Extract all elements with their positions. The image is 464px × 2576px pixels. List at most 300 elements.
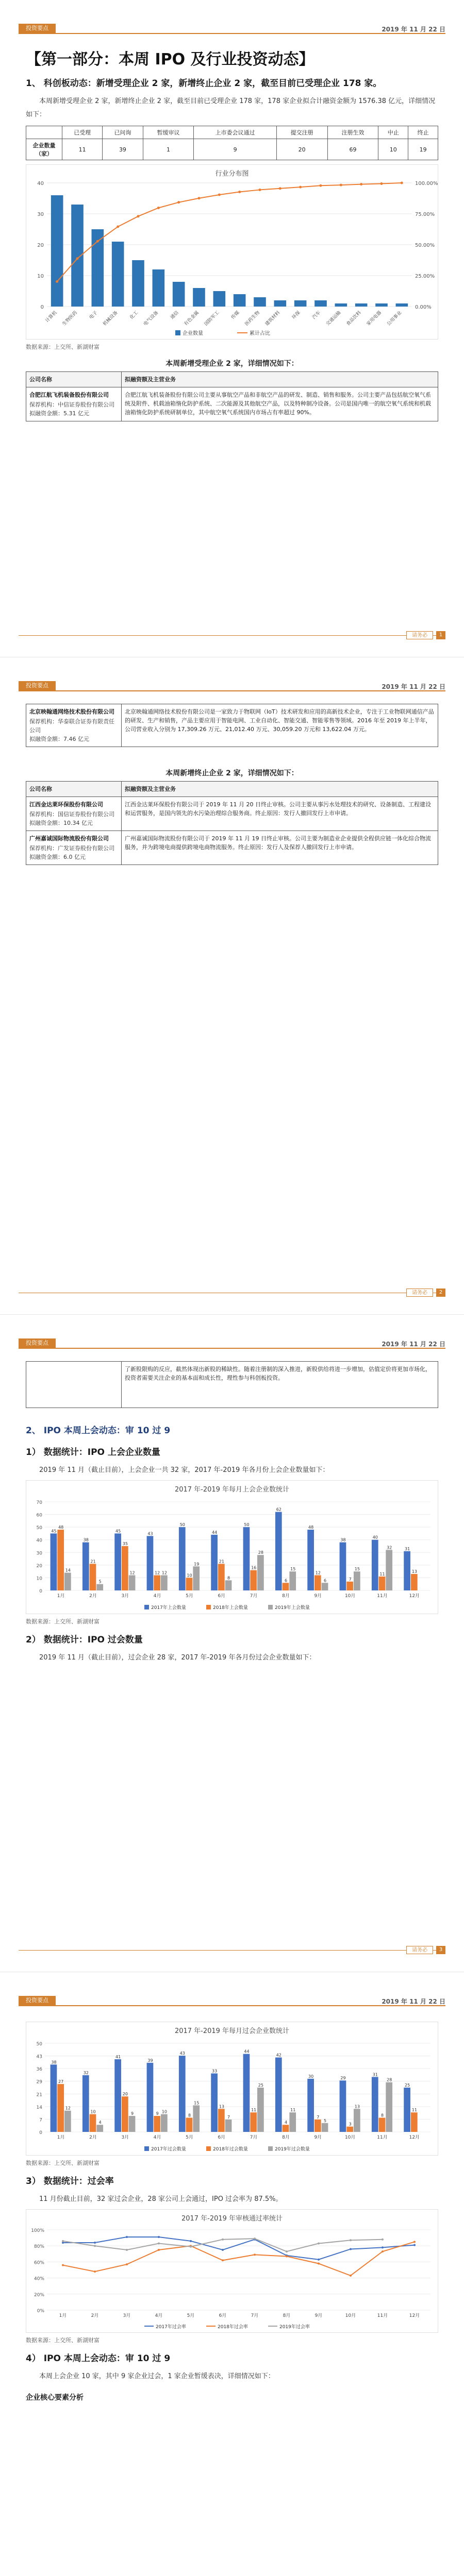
bar (289, 2112, 296, 2132)
data-label: 12 (155, 1570, 160, 1575)
series-point (350, 2248, 352, 2250)
series-point (222, 2249, 224, 2251)
data-label: 25 (258, 2083, 263, 2088)
page-3-content (26, 1361, 438, 1668)
cumulative-point (218, 194, 221, 196)
bar (96, 1584, 103, 1590)
x-tick-label: 12月 (409, 2135, 420, 2140)
bar (173, 282, 185, 307)
status-table-row (26, 139, 438, 160)
footer-tag: 请务必 (406, 1289, 433, 1297)
table-row (26, 704, 438, 747)
y-tick-label: 0 (40, 304, 44, 310)
data-label: 42 (276, 2053, 281, 2058)
data-label: 31 (405, 1546, 410, 1551)
series-point (62, 2264, 64, 2266)
bar (147, 2063, 154, 2132)
data-label: 8 (380, 2113, 384, 2118)
company-description: 江西金达莱环保股份有限公司于 2019 年 11 月 20 日终止审核。公司主要从事污水处理技术的研究、设备制造、工程建设和运营服务，是国内领先的水污染治理综合服务商。终止原因：发行人撤回发行上市申请。 (122, 797, 438, 831)
series-point (350, 2275, 352, 2277)
data-label: 38 (51, 2060, 57, 2065)
bar (82, 1543, 89, 1590)
data-label: 45 (115, 1529, 121, 1534)
data-label: 8 (227, 1575, 230, 1581)
x-tick-label: 通信 (169, 310, 180, 320)
bar (51, 2064, 57, 2132)
series-point (126, 2263, 128, 2265)
header-date: 2019 年 11 月 22 日 (382, 683, 445, 690)
data-label: 20 (122, 2092, 128, 2097)
rate-chart-svg (26, 2223, 438, 2331)
cumulative-point (177, 201, 180, 204)
bar (234, 294, 246, 307)
page-3 (0, 1315, 464, 1972)
bar (354, 2109, 360, 2132)
data-label: 12 (315, 1570, 321, 1575)
bar (211, 2073, 218, 2132)
x-tick-label: 11月 (377, 2313, 388, 2318)
x-tick-label: 8月 (283, 2313, 291, 2318)
data-label: 45 (51, 1529, 57, 1534)
data-label: 38 (83, 1537, 89, 1543)
page-4 (0, 1972, 464, 2576)
x-tick-label: 计算机 (44, 310, 58, 324)
data-label: 13 (219, 2104, 224, 2109)
bar (404, 1551, 410, 1590)
x-tick-label: 11月 (377, 1594, 388, 1599)
page-header (0, 1338, 464, 1351)
bar (379, 2117, 386, 2132)
data-label: 8 (188, 2113, 191, 2118)
y-tick-label: 20% (34, 2292, 44, 2298)
bar (129, 2116, 136, 2132)
y-tick-label: 100% (31, 2228, 44, 2233)
bar (411, 2112, 418, 2132)
x-tick-label: 5月 (187, 2313, 195, 2318)
cumulative-point (56, 280, 58, 283)
data-label: 5 (98, 1579, 102, 1584)
header-tag: 投资要点 (19, 1338, 56, 1348)
legend-swatch (144, 2146, 149, 2151)
x-tick-label: 医药生物 (244, 310, 261, 327)
bar (82, 2075, 89, 2132)
page-number: 3 (436, 1946, 445, 1954)
series-point (382, 2250, 384, 2252)
page-header (0, 24, 464, 36)
page-footer (0, 630, 464, 641)
company-detail: 拟融资金额：10.34 亿元 (29, 820, 93, 826)
data-label: 6 (284, 1578, 288, 1583)
data-label: 5 (323, 2118, 327, 2123)
company-description: 广州嘉诚国际物流股份有限公司于 2019 年 11 月 19 日终止审核。公司主要为制造业企业提供全程供应链一体化综合物流服务，并为跨境电商提供跨境电商物流服务。终止原因：发行人及保荐人撤回发行上市申请。 (122, 831, 438, 865)
series-point (94, 2245, 96, 2247)
company-description: 北京映翰通网络技术股份有限公司是一家致力于物联网（IoT）技术研发和应用的高新技术企业，专注于工业物联网通信产品的研发、生产和销售，产品主要应用于智能电网、工业自动化、智能交通、智能零售等领域。2016 年至 2019 年上半年，公司营业收入分别为 17,309.26 万元、21,012.40 万元、30,059.20 万元和 13,622.04 万元。 (122, 704, 438, 747)
series-point (190, 2246, 192, 2248)
header-date: 2019 年 11 月 22 日 (382, 1998, 445, 2005)
data-label: 62 (276, 1507, 281, 1512)
bar (122, 2096, 128, 2132)
company-detail: 拟融资金额：5.31 亿元 (29, 410, 89, 417)
x-tick-label: 国防军工 (203, 310, 221, 327)
bar (254, 297, 266, 307)
bar (211, 1535, 218, 1590)
section-2-1-paragraph: 2019 年 11 月（截止目前），上会企业一共 32 家，2017 年-2019 年各月份上会企业数量如下： (39, 1466, 329, 1474)
bar (335, 303, 347, 307)
y-tick-label: 43 (36, 2054, 42, 2060)
bar (322, 2123, 328, 2132)
cumulative-point (76, 257, 79, 260)
legend-label: 2018年过会数量 (213, 2147, 248, 2152)
bar (355, 303, 368, 307)
x-tick-label: 9月 (314, 1594, 322, 1599)
bar (161, 1575, 168, 1590)
y-tick-label: 30 (37, 212, 44, 217)
data-label: 9 (156, 2111, 159, 2116)
x-tick-label: 6月 (218, 1594, 226, 1599)
y-tick-label: 0 (39, 1589, 42, 1594)
bar (322, 1583, 328, 1590)
data-label: 15 (194, 2100, 200, 2106)
y-tick-label: 14 (36, 2105, 42, 2110)
company-name: 合肥江航飞机装备股份有限公司 (29, 392, 109, 398)
bar (154, 1575, 160, 1590)
bar (114, 1533, 121, 1590)
rate-chart (26, 2209, 438, 2333)
x-tick-label: 传媒 (230, 310, 241, 320)
page-footer (0, 1945, 464, 1956)
y-tick-label: 10 (36, 1576, 42, 1582)
bar (114, 2059, 121, 2132)
new-accepted-table (26, 371, 438, 421)
section-1-title: 1、 科创板动态：新增受理企业 2 家，新增终止企业 2 家，截至目前已受理企业 178 家。 (26, 78, 382, 89)
cumulative-point (198, 197, 201, 199)
status-table-row-label: 企业数量（家） (26, 139, 62, 160)
bar (379, 1577, 386, 1590)
data-label: 4 (98, 2120, 102, 2125)
part-title: 【第一部分：本周 IPO 及行业投资动态】 (26, 50, 314, 69)
company-name: 江西金达莱环保股份有限公司 (29, 801, 103, 808)
bar (51, 195, 63, 307)
section-2-1-title: 1） 数据统计：IPO 上会企业数量 (26, 1447, 160, 1458)
series-point (286, 2255, 288, 2257)
data-label: 19 (194, 1562, 200, 1567)
bar (153, 269, 165, 307)
bar (218, 2109, 225, 2132)
series-point (413, 2244, 416, 2246)
bar (64, 2111, 71, 2132)
company-name: 广州嘉诚国际物流股份有限公司 (29, 835, 109, 842)
data-label: 40 (372, 1535, 378, 1540)
cumulative-point (340, 184, 342, 187)
x-tick-label: 2月 (89, 2135, 97, 2140)
header-tag: 投资要点 (19, 24, 56, 33)
cumulative-point (259, 189, 261, 191)
data-label: 48 (58, 1525, 64, 1530)
data-label: 32 (387, 1545, 392, 1550)
series-point (413, 2241, 416, 2243)
status-table-head (26, 126, 438, 139)
status-table (26, 126, 438, 160)
data-label: 28 (387, 2077, 392, 2082)
y2-tick-label: 25.00% (415, 274, 435, 279)
legend-label: 2017年上会数量 (151, 1605, 186, 1611)
section-2-4-paragraph: 本周上会企业 10 家，其中 9 家企业过会，1 家企业暂缓表决，详细情况如下： (39, 2372, 275, 2380)
data-label: 10 (161, 2109, 167, 2114)
x-tick-label: 机械设备 (102, 310, 119, 327)
cumulative-point (117, 225, 119, 228)
series-point (190, 2240, 192, 2242)
bar (386, 2082, 392, 2132)
page-2-content (26, 704, 438, 865)
bar (404, 2088, 410, 2132)
listing-chart-svg (26, 1494, 438, 1612)
data-label: 12 (65, 2106, 71, 2111)
bar (386, 1550, 392, 1590)
bar (122, 1546, 128, 1590)
bar (225, 2120, 232, 2132)
data-label: 31 (372, 2072, 378, 2077)
bar (346, 2127, 353, 2132)
bar (112, 242, 124, 307)
x-tick-label: 食品饮料 (345, 310, 362, 327)
bar (354, 1571, 360, 1590)
info-table-head (26, 372, 438, 387)
footer-rule (19, 1950, 445, 1951)
status-table-header-cell: 终止 (408, 126, 438, 139)
status-table-header-cell: 注册生效 (327, 126, 378, 139)
y-tick-label: 40% (34, 2276, 44, 2282)
data-label: 50 (244, 1522, 250, 1528)
cumulative-point (279, 187, 281, 190)
series-point (318, 2263, 320, 2265)
x-tick-label: 3月 (121, 2135, 129, 2140)
y-tick-label: 0 (39, 2130, 42, 2136)
legend-label: 2019年上会数量 (275, 1605, 310, 1611)
x-tick-label: 7月 (250, 1594, 258, 1599)
data-label: 11 (290, 2108, 296, 2113)
status-table-cell: 69 (327, 139, 378, 160)
cumulative-point (360, 183, 362, 185)
table-row (26, 1362, 438, 1408)
bar (218, 1564, 225, 1590)
pass-chart (26, 2022, 438, 2156)
data-label: 7 (227, 2114, 230, 2120)
page-header (0, 681, 464, 693)
company-description: 了新股限购的反应，截然体现出新股的稀缺性。随着注册制的深入推进，新股供给将进一步增加，估值定价将更加市场化，投资者需要关注企业的基本面和成长性，理性参与科创板投资。 (122, 1362, 438, 1408)
bar (307, 1530, 314, 1590)
section-2-4-subtitle: 企业核心要素分析 (26, 2394, 84, 2402)
status-table-header-cell: 已问询 (103, 126, 143, 139)
bar (179, 2056, 186, 2132)
legend-label: 2019年过会数量 (275, 2147, 310, 2152)
x-tick-label: 公用事业 (386, 310, 403, 327)
terminated-table-cont (26, 1361, 438, 1408)
company-cell (26, 387, 122, 421)
y-tick-label: 36 (36, 2067, 42, 2073)
status-table-header-cell (26, 126, 62, 139)
series-point (318, 2259, 320, 2261)
data-label: 13 (411, 1569, 417, 1574)
page-2 (0, 657, 464, 1315)
company-detail: 保荐机构：国信证券股份有限公司 (29, 811, 114, 818)
company-cell (26, 1362, 122, 1408)
series-point (222, 2259, 224, 2261)
bar (283, 2125, 289, 2132)
legend-label: 2018年过会率 (218, 2325, 248, 2330)
rate-chart-title: 2017 年-2019 年审核通过率统计 (181, 2215, 283, 2223)
data-label: 21 (90, 1559, 96, 1564)
cumulative-line (57, 183, 402, 282)
data-label: 50 (179, 1522, 185, 1528)
data-label: 44 (244, 2049, 250, 2054)
status-table-header-cell: 提交注册 (276, 126, 327, 139)
company-detail: 保荐机构：华泰联合证券有限责任公司 (29, 718, 114, 734)
series-point (158, 2243, 160, 2245)
x-tick-label: 4月 (153, 2135, 161, 2140)
data-label: 9 (130, 2111, 134, 2116)
x-tick-label: 9月 (314, 2135, 322, 2140)
series-point (62, 2240, 64, 2242)
series-point (382, 2239, 384, 2241)
bar (186, 1578, 193, 1590)
table-row (26, 797, 438, 831)
x-tick-label: 有色金属 (183, 310, 201, 327)
y-tick-label: 29 (36, 2079, 42, 2085)
data-label: 14 (65, 1568, 71, 1573)
bar (147, 1536, 154, 1590)
listing-chart (26, 1480, 438, 1614)
data-label: 39 (147, 2058, 153, 2063)
x-tick-label: 电子 (88, 310, 99, 320)
data-label: 7 (349, 1577, 352, 1582)
x-tick-label: 8月 (282, 2135, 290, 2140)
data-label: 16 (251, 1565, 257, 1570)
industry-chart-svg (26, 178, 438, 337)
bar (283, 1583, 289, 1590)
series-point (254, 2238, 256, 2240)
x-tick-label: 化工 (129, 310, 140, 320)
footer-tag: 请务必 (406, 1946, 433, 1954)
bar (275, 1512, 282, 1590)
status-table-cell: 11 (62, 139, 103, 160)
status-table-header-cell: 已受理 (62, 126, 103, 139)
bar (275, 2058, 282, 2132)
bar (257, 2088, 264, 2132)
data-label: 48 (308, 1525, 314, 1530)
section-2-3-paragraph: 11 月份截止目前，32 家过会企业，28 家公司上会通过，IPO 过会率为 87.5%。 (39, 2195, 283, 2203)
status-table-cell: 39 (103, 139, 143, 160)
bar (314, 1575, 321, 1590)
y-tick-label: 70 (36, 1500, 42, 1505)
y-tick-label: 21 (36, 2092, 42, 2098)
data-label: 43 (147, 1531, 153, 1536)
industry-chart (26, 164, 438, 340)
table-caption-1: 本周新增受理企业 2 家，详细情况如下： (165, 360, 299, 368)
data-label: 4 (284, 2120, 288, 2125)
bar (250, 1570, 257, 1590)
company-detail: 拟融资金额：7.46 亿元 (29, 736, 89, 742)
bar (132, 260, 144, 307)
page-number: 1 (436, 631, 445, 639)
bar (193, 2105, 200, 2132)
data-label: 11 (379, 1571, 385, 1577)
x-tick-label: 3月 (123, 2313, 131, 2318)
x-tick-label: 2月 (89, 1594, 97, 1599)
legend-label: 企业数量 (183, 331, 203, 336)
data-label: 12 (129, 1570, 135, 1575)
legend-label: 2019年过会率 (279, 2325, 310, 2330)
bar (90, 2114, 96, 2132)
x-tick-label: 环保 (291, 310, 302, 320)
bar (243, 2054, 250, 2132)
data-label: 30 (308, 2074, 314, 2079)
status-table-cell: 20 (276, 139, 327, 160)
section-2-2-title: 2） 数据统计：IPO 过会数量 (26, 1635, 143, 1645)
x-tick-label: 生物医药 (61, 310, 79, 327)
data-label: 44 (212, 1530, 218, 1535)
y-tick-label: 60% (34, 2260, 44, 2266)
x-tick-label: 1月 (59, 2313, 67, 2318)
pass-chart-title: 2017 年-2019 年每月过会企业数统计 (174, 2027, 290, 2035)
company-name: 北京映翰通网络技术股份有限公司 (29, 708, 114, 715)
series-point (158, 2249, 160, 2251)
series-point (350, 2239, 352, 2241)
data-label: 11 (411, 2108, 417, 2113)
data-label: 11 (251, 2108, 257, 2113)
x-tick-label: 1月 (57, 1594, 65, 1599)
company-detail: 拟融资金额：6.0 亿元 (29, 854, 86, 860)
data-label: 6 (323, 1578, 327, 1583)
bar (51, 1533, 57, 1590)
y-tick-label: 50 (36, 2042, 42, 2047)
footer-rule (19, 635, 445, 636)
header-tag: 投资要点 (19, 1996, 56, 2005)
series-point (126, 2236, 128, 2238)
series-point (94, 2270, 96, 2273)
info-table-header-cell: 拟融资额及主营业务 (122, 782, 438, 797)
data-label: 7 (317, 2114, 320, 2120)
data-label: 25 (405, 2083, 410, 2088)
legend-swatch (268, 1605, 273, 1609)
data-label: 41 (115, 2054, 121, 2059)
x-tick-label: 7月 (250, 2135, 258, 2140)
x-tick-label: 家用电器 (366, 310, 383, 327)
bar (289, 1571, 296, 1590)
x-tick-label: 8月 (282, 1594, 290, 1599)
x-tick-label: 建筑材料 (264, 310, 281, 327)
y-tick-label: 0% (37, 2309, 44, 2314)
legend-swatch (144, 1605, 149, 1609)
info-table-header-cell: 公司名称 (26, 372, 122, 387)
data-label: 21 (219, 1559, 224, 1564)
x-tick-label: 11月 (377, 2135, 388, 2140)
table-caption-2: 本周新增终止企业 2 家，详细情况如下： (165, 769, 299, 777)
y-tick-label: 20 (37, 243, 44, 248)
bar (161, 2114, 168, 2132)
y-tick-label: 30 (36, 1551, 42, 1556)
bar (396, 303, 408, 307)
series-point (158, 2236, 160, 2238)
cumulative-point (238, 191, 241, 193)
bar (193, 1566, 200, 1590)
bar (213, 291, 226, 307)
company-cell (26, 831, 122, 865)
bar (257, 1555, 264, 1590)
data-label: 10 (90, 2109, 96, 2114)
x-tick-label: 7月 (251, 2313, 259, 2318)
series-point (94, 2242, 96, 2244)
x-tick-label: 5月 (186, 2135, 193, 2140)
